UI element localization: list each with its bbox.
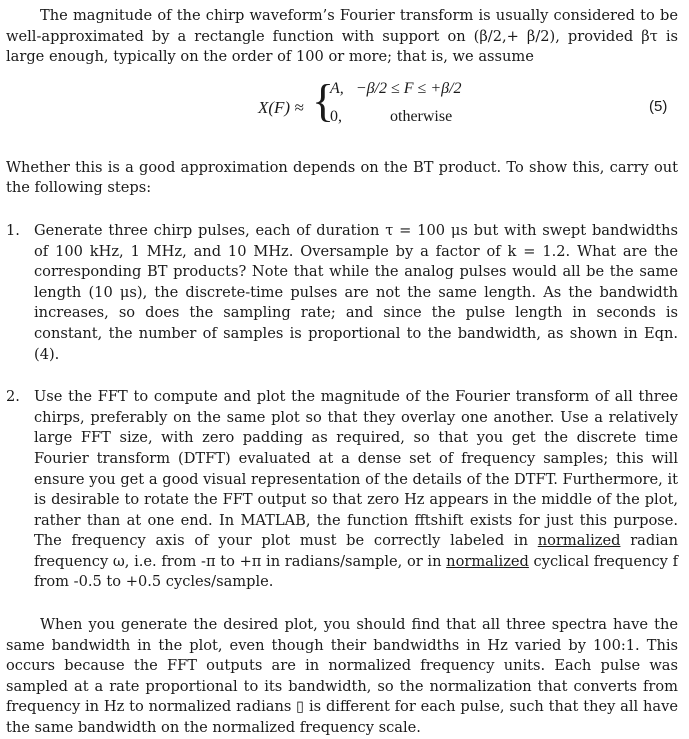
equation-number: (5) [649, 97, 668, 115]
equation-lhs: X(F) ≈ [258, 97, 304, 117]
equation-brace: { [312, 74, 335, 126]
closing-paragraph: When you generate the desired plot, you should find that all three spectra have the same bandwidth in the plot, even though their bandwidths in Hz varied by 100:1. This occurs because the FFT outputs are in normalized frequency units. Each pulse was sampled at a rate proportional to its bandwidth, so the normalization that converts from frequency in Hz to normalized radians ▯ is different for each pulse, such that they all have the same bandwidth on the normalized frequency scale. [6, 616, 678, 737]
document-page [6, 6, 678, 739]
step-text: Generate three chirp pulses, each of duration τ = 100 μs but with swept bandwidths of 100 kHz, 1 MHz, and 10 MHz. Oversample by a factor of k = 1.2. What are the corresponding BT products? Note that while the analog pulses would all be the same length (10 μs), the discrete-time pulses are not the same length. As the bandwidth increases, so does the sampling rate; and since the pulse length in seconds is constant, the number of samples is proportional to the bandwidth, as shown in Eqn. (4). [34, 221, 678, 363]
step-text-part-c: cyclical frequency f from -0.5 to +0.5 cycles/sample. [34, 552, 678, 591]
underlined-term: normalized [446, 552, 529, 570]
intro-paragraph: The magnitude of the chirp waveform’s Fourier transform is usually considered to be well-approximated by a rectangle function with support on (β/2,+ β/2), provided βτ is large enough, typically on the order of 100 or more; that is, we assume [6, 7, 678, 66]
equation-case-2: 0, otherwise [330, 107, 453, 125]
step-2 [6, 387, 678, 593]
step-1 [6, 221, 678, 365]
step-number: 2. [6, 388, 20, 406]
equation-case-1: A, −β/2 ≤ F ≤ +β/2 [330, 79, 462, 97]
equation-5 [6, 76, 678, 140]
step-text [34, 387, 678, 593]
step-text-part-b: radian frequency ω, i.e. from -π to +π in radians/sample, or in [34, 532, 678, 570]
step-text-part-a: Use the FFT to compute and plot the magnitude of the Fourier transform of all three chirps, preferably on the same plot so that they overlay one another. Use a relatively large FFT size, with zero padding as required, so that you get the discrete time Fourier transform (DTFT) evaluated at a dense set of frequency samples; this will ensure you get a good visual representation of the details of the DTFT. Furthermore, it is desirable to rotate the FFT output so that zero Hz appears in the middle of the plot, rather than at one end. In MATLAB, the function fftshift exists for just this purpose. The frequency axis of your plot must be correctly labeled in [34, 388, 678, 550]
step-number: 1. [6, 221, 20, 239]
lead-paragraph: Whether this is a good approximation depends on the BT product. To show this, carry out the following steps: [6, 158, 678, 197]
underlined-term: normalized [537, 532, 621, 550]
